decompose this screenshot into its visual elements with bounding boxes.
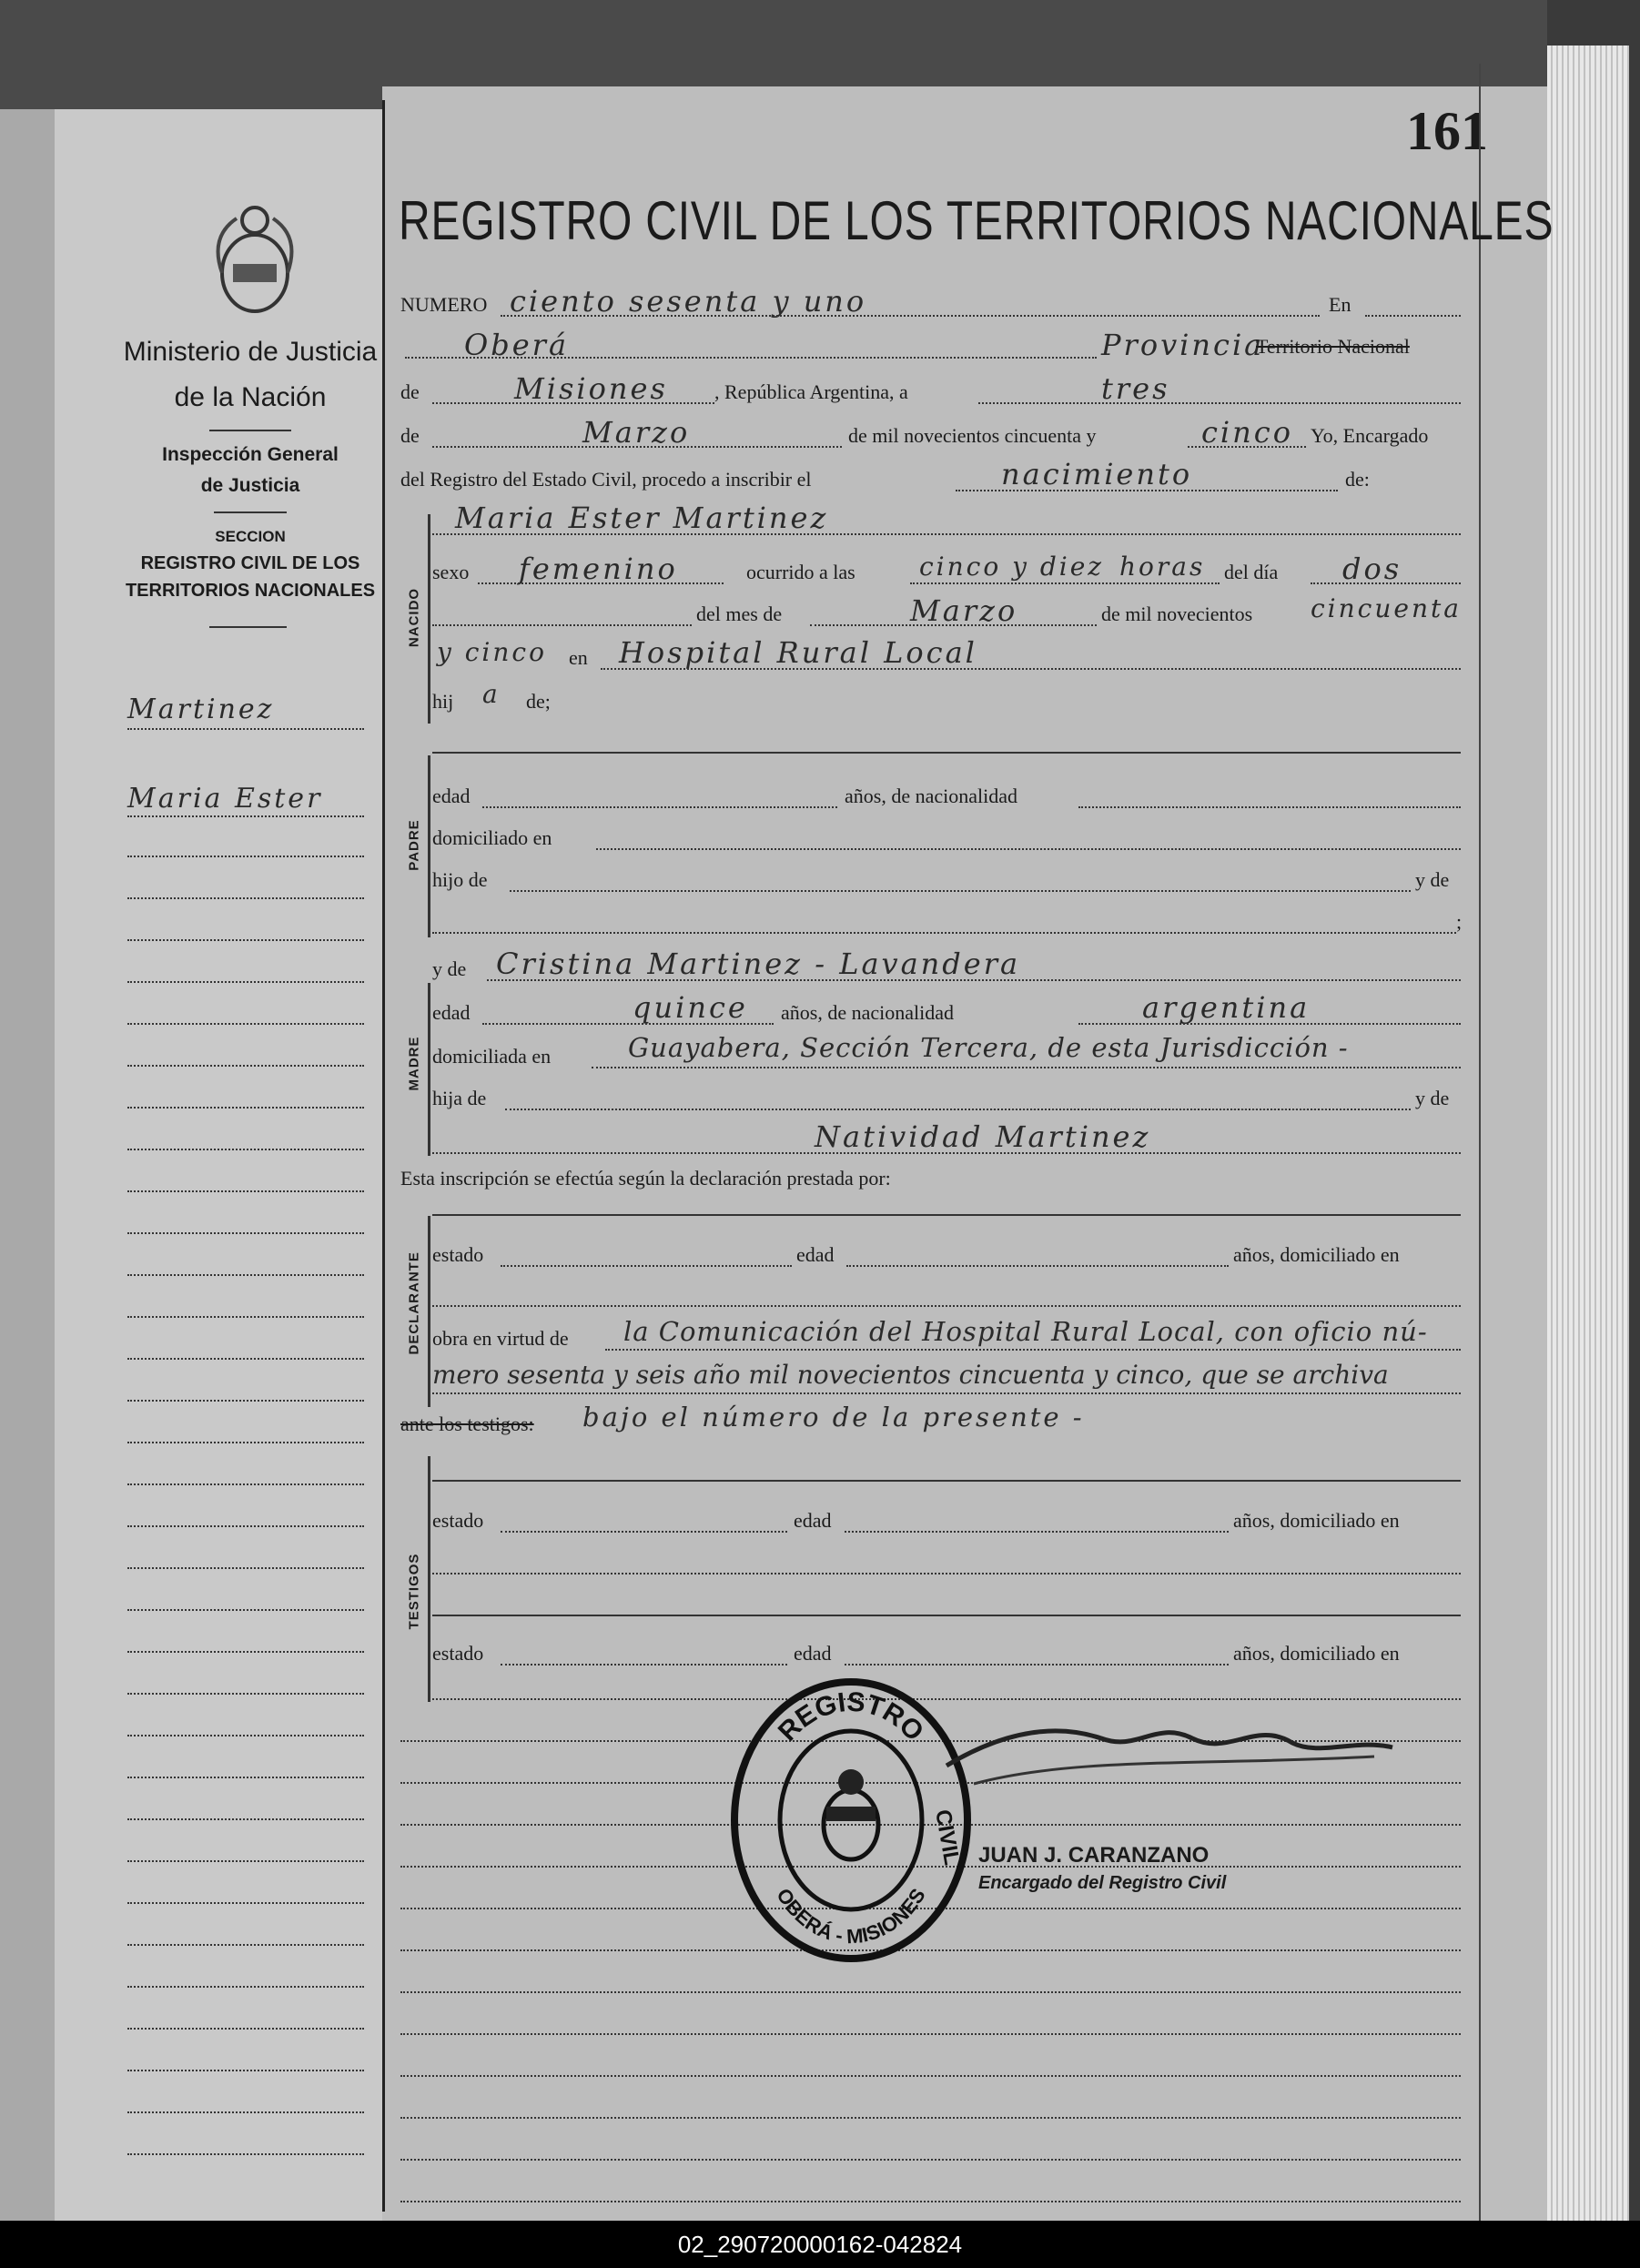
ledger-line bbox=[127, 1190, 364, 1192]
de3-label: de: bbox=[1345, 468, 1370, 491]
handwritten-signature bbox=[937, 1702, 1411, 1802]
declarante-anios-label: años, domiciliado en bbox=[1233, 1243, 1400, 1266]
ledger-line bbox=[127, 897, 364, 899]
hij-label: hij bbox=[432, 690, 454, 713]
stamp-bottom-text: OBERÁ - MISIONES bbox=[772, 1884, 930, 1949]
de2-label: de bbox=[400, 424, 420, 447]
en-line bbox=[1365, 315, 1461, 317]
previous-page-edge bbox=[0, 109, 55, 2221]
en-label: En bbox=[1329, 293, 1351, 316]
signatory-role: Encargado del Registro Civil bbox=[978, 1873, 1227, 1893]
madre-yde2-label: y de bbox=[1415, 1087, 1450, 1109]
place-value: Oberá bbox=[464, 328, 570, 362]
declarante-estado-label: estado bbox=[432, 1243, 484, 1266]
stamp-top-text: REGISTRO bbox=[772, 1686, 930, 1747]
mes-line bbox=[810, 624, 1097, 626]
sidebar-given-names: Maria Ester bbox=[127, 783, 323, 815]
divider bbox=[209, 626, 287, 628]
ledger-line bbox=[127, 728, 364, 730]
madre-edad-line bbox=[482, 1023, 774, 1025]
seccion-label: SECCION bbox=[215, 528, 286, 545]
obra-value2: mero sesenta y seis año mil novecientos cincuenta y cinco, que se archiva bbox=[432, 1360, 1389, 1390]
madre-hija-line bbox=[505, 1109, 1411, 1110]
declarante-section-label: DECLARANTE bbox=[406, 1251, 422, 1355]
ledger-line bbox=[127, 1777, 364, 1778]
ruled-line bbox=[400, 2117, 1461, 2119]
ledger-line bbox=[127, 1609, 364, 1611]
madre-nac-line bbox=[1078, 1023, 1461, 1025]
ledger-line bbox=[127, 939, 364, 941]
testigos-mid-line bbox=[432, 1615, 1461, 1616]
testigo2-edad-line bbox=[845, 1664, 1229, 1666]
madre-bracket bbox=[428, 983, 430, 1156]
ledger-line bbox=[127, 1023, 364, 1025]
lugar-value: Hospital Rural Local bbox=[619, 635, 977, 670]
year-line bbox=[1188, 446, 1306, 448]
sexo-label: sexo bbox=[432, 561, 470, 583]
testigo2-estado-label: estado bbox=[432, 1642, 484, 1665]
footer-id: 02_290720000162-042824 bbox=[677, 2231, 963, 2258]
numero-value: ciento sesenta y uno bbox=[510, 284, 867, 319]
year-label: de mil novecientos cincuenta y bbox=[848, 424, 1097, 447]
territorio-label: Territorio Nacional bbox=[1256, 335, 1410, 358]
page-margin-line bbox=[1479, 64, 1481, 2221]
ruled-line bbox=[400, 2075, 1461, 2077]
act-line bbox=[956, 490, 1338, 491]
place-line bbox=[405, 357, 1097, 359]
ledger-line bbox=[127, 1274, 364, 1276]
madre-domicilio-value: Guayabera, Sección Tercera, de esta Jurisdicción - bbox=[628, 1032, 1349, 1063]
ledger-line bbox=[127, 1567, 364, 1569]
registro-label: del Registro del Estado Civil, procedo a inscribir el bbox=[400, 468, 812, 491]
ledger-line bbox=[127, 2070, 364, 2071]
mes-label: del mes de bbox=[696, 602, 783, 625]
testigo2-anios-label: años, domiciliado en bbox=[1233, 1642, 1400, 1665]
madre-name-value: Cristina Martinez - Lavandera bbox=[496, 947, 1021, 981]
page-title: REGISTRO CIVIL DE LOS TERRITORIOS NACIONALES bbox=[399, 190, 1554, 251]
madre-dom-line bbox=[592, 1067, 1461, 1068]
hij-value: a bbox=[482, 679, 501, 709]
ledger-line bbox=[127, 2028, 364, 2030]
ledger-line bbox=[127, 1107, 364, 1109]
mes-value: Marzo bbox=[910, 593, 1018, 628]
madre-yde-label: y de bbox=[432, 957, 467, 980]
page-number: 161 bbox=[1406, 101, 1488, 161]
ledger-line bbox=[127, 2153, 364, 2155]
padre-nac-line bbox=[1078, 806, 1461, 808]
ocurrido-label: ocurrido a las bbox=[746, 561, 855, 583]
testigo1-anios-label: años, domiciliado en bbox=[1233, 1509, 1400, 1532]
madre-domiciliada-label: domiciliada en bbox=[432, 1045, 552, 1068]
declarante-intro: Esta inscripción se efectúa según la declaración prestada por: bbox=[400, 1167, 891, 1190]
divider bbox=[209, 430, 291, 431]
ledger-line bbox=[127, 1358, 364, 1360]
ledger-line bbox=[127, 1483, 364, 1485]
ledger-line bbox=[127, 1735, 364, 1736]
ledger-line bbox=[127, 1232, 364, 1234]
obra-line2 bbox=[432, 1392, 1461, 1394]
testigo1-dom-line bbox=[432, 1573, 1461, 1574]
ruled-line bbox=[400, 2159, 1461, 2161]
padre-yde-label: y de bbox=[1415, 868, 1450, 891]
horas-label: horas bbox=[1119, 552, 1206, 582]
numero-label: NUMERO bbox=[400, 293, 488, 316]
nacido-en-label: en bbox=[569, 646, 588, 669]
padre-hijo-line bbox=[510, 890, 1411, 892]
declarante-estado-line bbox=[501, 1265, 792, 1267]
testigo2-edad-label: edad bbox=[794, 1642, 832, 1665]
ledger-line bbox=[127, 1442, 364, 1443]
dia-line bbox=[1311, 582, 1461, 584]
ledger-line bbox=[127, 1902, 364, 1904]
provincia-value: Provincia bbox=[1101, 328, 1265, 362]
ministry-line1: Ministerio de Justicia bbox=[123, 337, 378, 367]
hora-line bbox=[910, 582, 1220, 584]
yo-label: Yo, Encargado bbox=[1311, 424, 1429, 447]
madre-nacionalidad-value: argentina bbox=[1142, 990, 1311, 1025]
obra-value1: la Comunicación del Hospital Rural Local, con oficio nú- bbox=[623, 1316, 1428, 1347]
padre-edad-label: edad bbox=[432, 785, 471, 807]
padre-top-line bbox=[432, 752, 1461, 754]
left-page bbox=[55, 109, 387, 2221]
madre-anios-label: años, de nacionalidad bbox=[781, 1001, 954, 1024]
declarante-top-line bbox=[432, 1214, 1461, 1216]
madre-name-line bbox=[487, 979, 1461, 981]
testigo1-edad-label: edad bbox=[794, 1509, 832, 1532]
ruled-line bbox=[400, 2033, 1461, 2035]
registro-line2: TERRITORIOS NACIONALES bbox=[125, 581, 376, 601]
madre-parent-value: Natividad Martinez bbox=[815, 1119, 1151, 1154]
testigo2-estado-line bbox=[501, 1664, 787, 1666]
testigos-top-line bbox=[432, 1480, 1461, 1482]
declarante-edad-line bbox=[846, 1265, 1229, 1267]
madre-edad-value: quince bbox=[633, 990, 748, 1025]
padre-edad-line bbox=[482, 806, 837, 808]
declarante-edad-label: edad bbox=[796, 1243, 835, 1266]
ledger-line bbox=[127, 2111, 364, 2113]
testigo1-estado-line bbox=[501, 1531, 787, 1533]
de-label: de bbox=[400, 380, 420, 403]
mes-lead-line bbox=[432, 624, 692, 626]
declarante-dom-line bbox=[432, 1305, 1461, 1307]
padre-dom-line bbox=[596, 848, 1461, 850]
territory-value: Misiones bbox=[514, 371, 668, 406]
sexo-line bbox=[478, 582, 724, 584]
ledger-line bbox=[127, 856, 364, 857]
testigos-bracket bbox=[428, 1456, 430, 1702]
inspeccion-line1: Inspección General bbox=[162, 444, 339, 465]
registro-line1: REGISTRO CIVIL DE LOS bbox=[140, 553, 360, 573]
ministry-line2: de la Nación bbox=[174, 382, 327, 412]
sexo-value: femenino bbox=[519, 552, 678, 586]
stamp-right-text: CIVIL bbox=[930, 1807, 965, 1868]
ledger-line bbox=[127, 815, 364, 817]
obra-line1 bbox=[605, 1349, 1461, 1351]
coat-of-arms-icon bbox=[209, 200, 300, 319]
ledger-line bbox=[127, 1693, 364, 1695]
sidebar-surname: Martinez bbox=[127, 694, 275, 725]
day-value: tres bbox=[1101, 371, 1170, 406]
ledger-line bbox=[127, 1149, 364, 1150]
territory-line bbox=[432, 402, 714, 404]
republica-label: , República Argentina, a bbox=[714, 380, 908, 403]
ledger-line bbox=[127, 1065, 364, 1067]
madre-section-label: MADRE bbox=[406, 1036, 422, 1091]
anio-value1: cincuenta bbox=[1311, 593, 1462, 623]
padre-bracket bbox=[428, 755, 430, 937]
testigo1-edad-line bbox=[845, 1531, 1229, 1533]
ledger-line bbox=[127, 981, 364, 983]
testigos-section-label: TESTIGOS bbox=[406, 1553, 422, 1630]
padre-domiciliado-label: domiciliado en bbox=[432, 826, 552, 849]
month-value: Marzo bbox=[582, 415, 691, 450]
year-value: cinco bbox=[1201, 415, 1293, 450]
month-line bbox=[432, 446, 842, 448]
nacido-bracket bbox=[428, 514, 430, 724]
footer-bar bbox=[0, 2221, 1640, 2268]
inspeccion-line2: de Justicia bbox=[200, 475, 300, 496]
act-value: nacimiento bbox=[1001, 457, 1193, 491]
padre-yde-line bbox=[432, 932, 1456, 934]
left-margin-line bbox=[382, 100, 385, 2212]
ledger-line bbox=[127, 1525, 364, 1527]
day-line bbox=[978, 402, 1461, 404]
ledger-line bbox=[127, 1860, 364, 1862]
padre-section-label: PADRE bbox=[406, 819, 422, 871]
dia-label: del día bbox=[1224, 561, 1279, 583]
obra-label: obra en virtud de bbox=[432, 1327, 569, 1350]
hora-value: cinco y diez bbox=[919, 552, 1105, 582]
ruled-line bbox=[400, 2201, 1461, 2202]
hij-de-label: de; bbox=[526, 690, 551, 713]
padre-semicolon: ; bbox=[1456, 910, 1463, 933]
signatory-name: JUAN J. CARANZANO bbox=[978, 1843, 1210, 1868]
anio-value2: y cinco bbox=[437, 637, 547, 667]
madre-parent-line bbox=[432, 1152, 1461, 1154]
nacido-name-value: Maria Ester Martinez bbox=[455, 501, 829, 535]
ledger-line bbox=[127, 1986, 364, 1988]
ledger-line bbox=[127, 1400, 364, 1402]
ruled-line bbox=[400, 1991, 1461, 1993]
book-page-edges bbox=[1547, 46, 1629, 2221]
lugar-line bbox=[601, 668, 1461, 670]
declarante-bracket bbox=[428, 1216, 430, 1407]
ledger-line bbox=[127, 1944, 364, 1946]
ledger-line bbox=[127, 1316, 364, 1318]
madre-hija-label: hija de bbox=[432, 1087, 487, 1109]
ante-testigos-label: ante los testigos: bbox=[400, 1412, 534, 1435]
numero-line bbox=[501, 315, 1320, 317]
nacido-name-line bbox=[432, 533, 1461, 535]
nacido-section-label: NACIDO bbox=[406, 587, 422, 648]
ledger-line bbox=[127, 1818, 364, 1820]
ledger-line bbox=[127, 1651, 364, 1653]
testigo1-estado-label: estado bbox=[432, 1509, 484, 1532]
padre-anios-label: años, de nacionalidad bbox=[845, 785, 1017, 807]
madre-edad-label: edad bbox=[432, 1001, 471, 1024]
mil-label: de mil novecientos bbox=[1101, 602, 1253, 625]
dia-value: dos bbox=[1342, 552, 1402, 586]
padre-hijo-label: hijo de bbox=[432, 868, 488, 891]
divider bbox=[214, 511, 287, 513]
obra-value3: bajo el número de la presente - bbox=[582, 1402, 1085, 1433]
